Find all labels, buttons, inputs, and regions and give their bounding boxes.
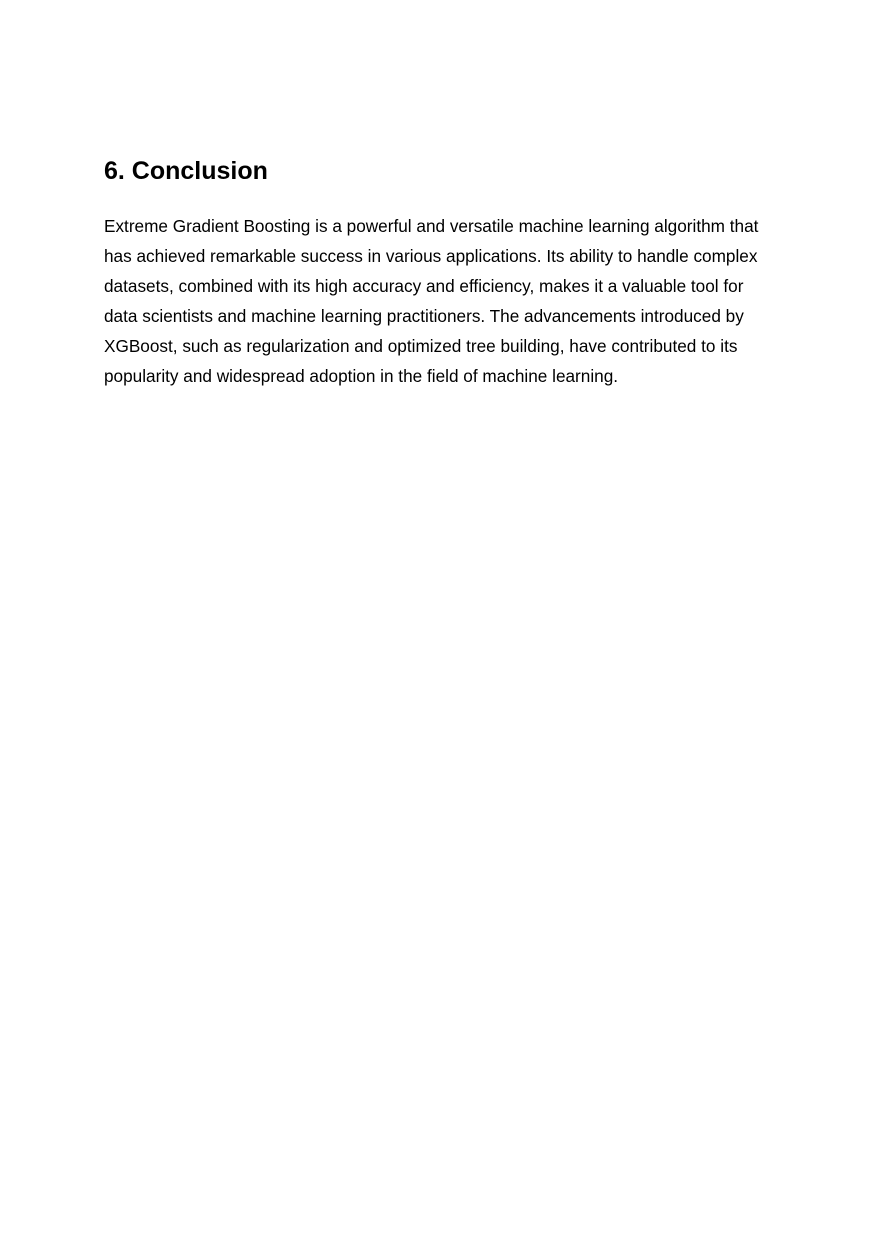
paragraph-line: popularity and widespread adoption in the field of machine learning. [104,366,619,386]
paragraph-line: XGBoost, such as regularization and optimized tree building, have contributed to its [104,336,738,356]
section-heading: 6. Conclusion [104,157,268,185]
paragraph-line: Extreme Gradient Boosting is a powerful and versatile machine learning algorithm that [104,216,759,236]
paragraph-line: data scientists and machine learning practitioners. The advancements introduced by [104,306,744,326]
paragraph-line: has achieved remarkable success in various applications. Its ability to handle complex [104,246,758,266]
conclusion-paragraph [104,211,784,391]
paragraph-line: datasets, combined with its high accuracy and efficiency, makes it a valuable tool for [104,276,744,296]
